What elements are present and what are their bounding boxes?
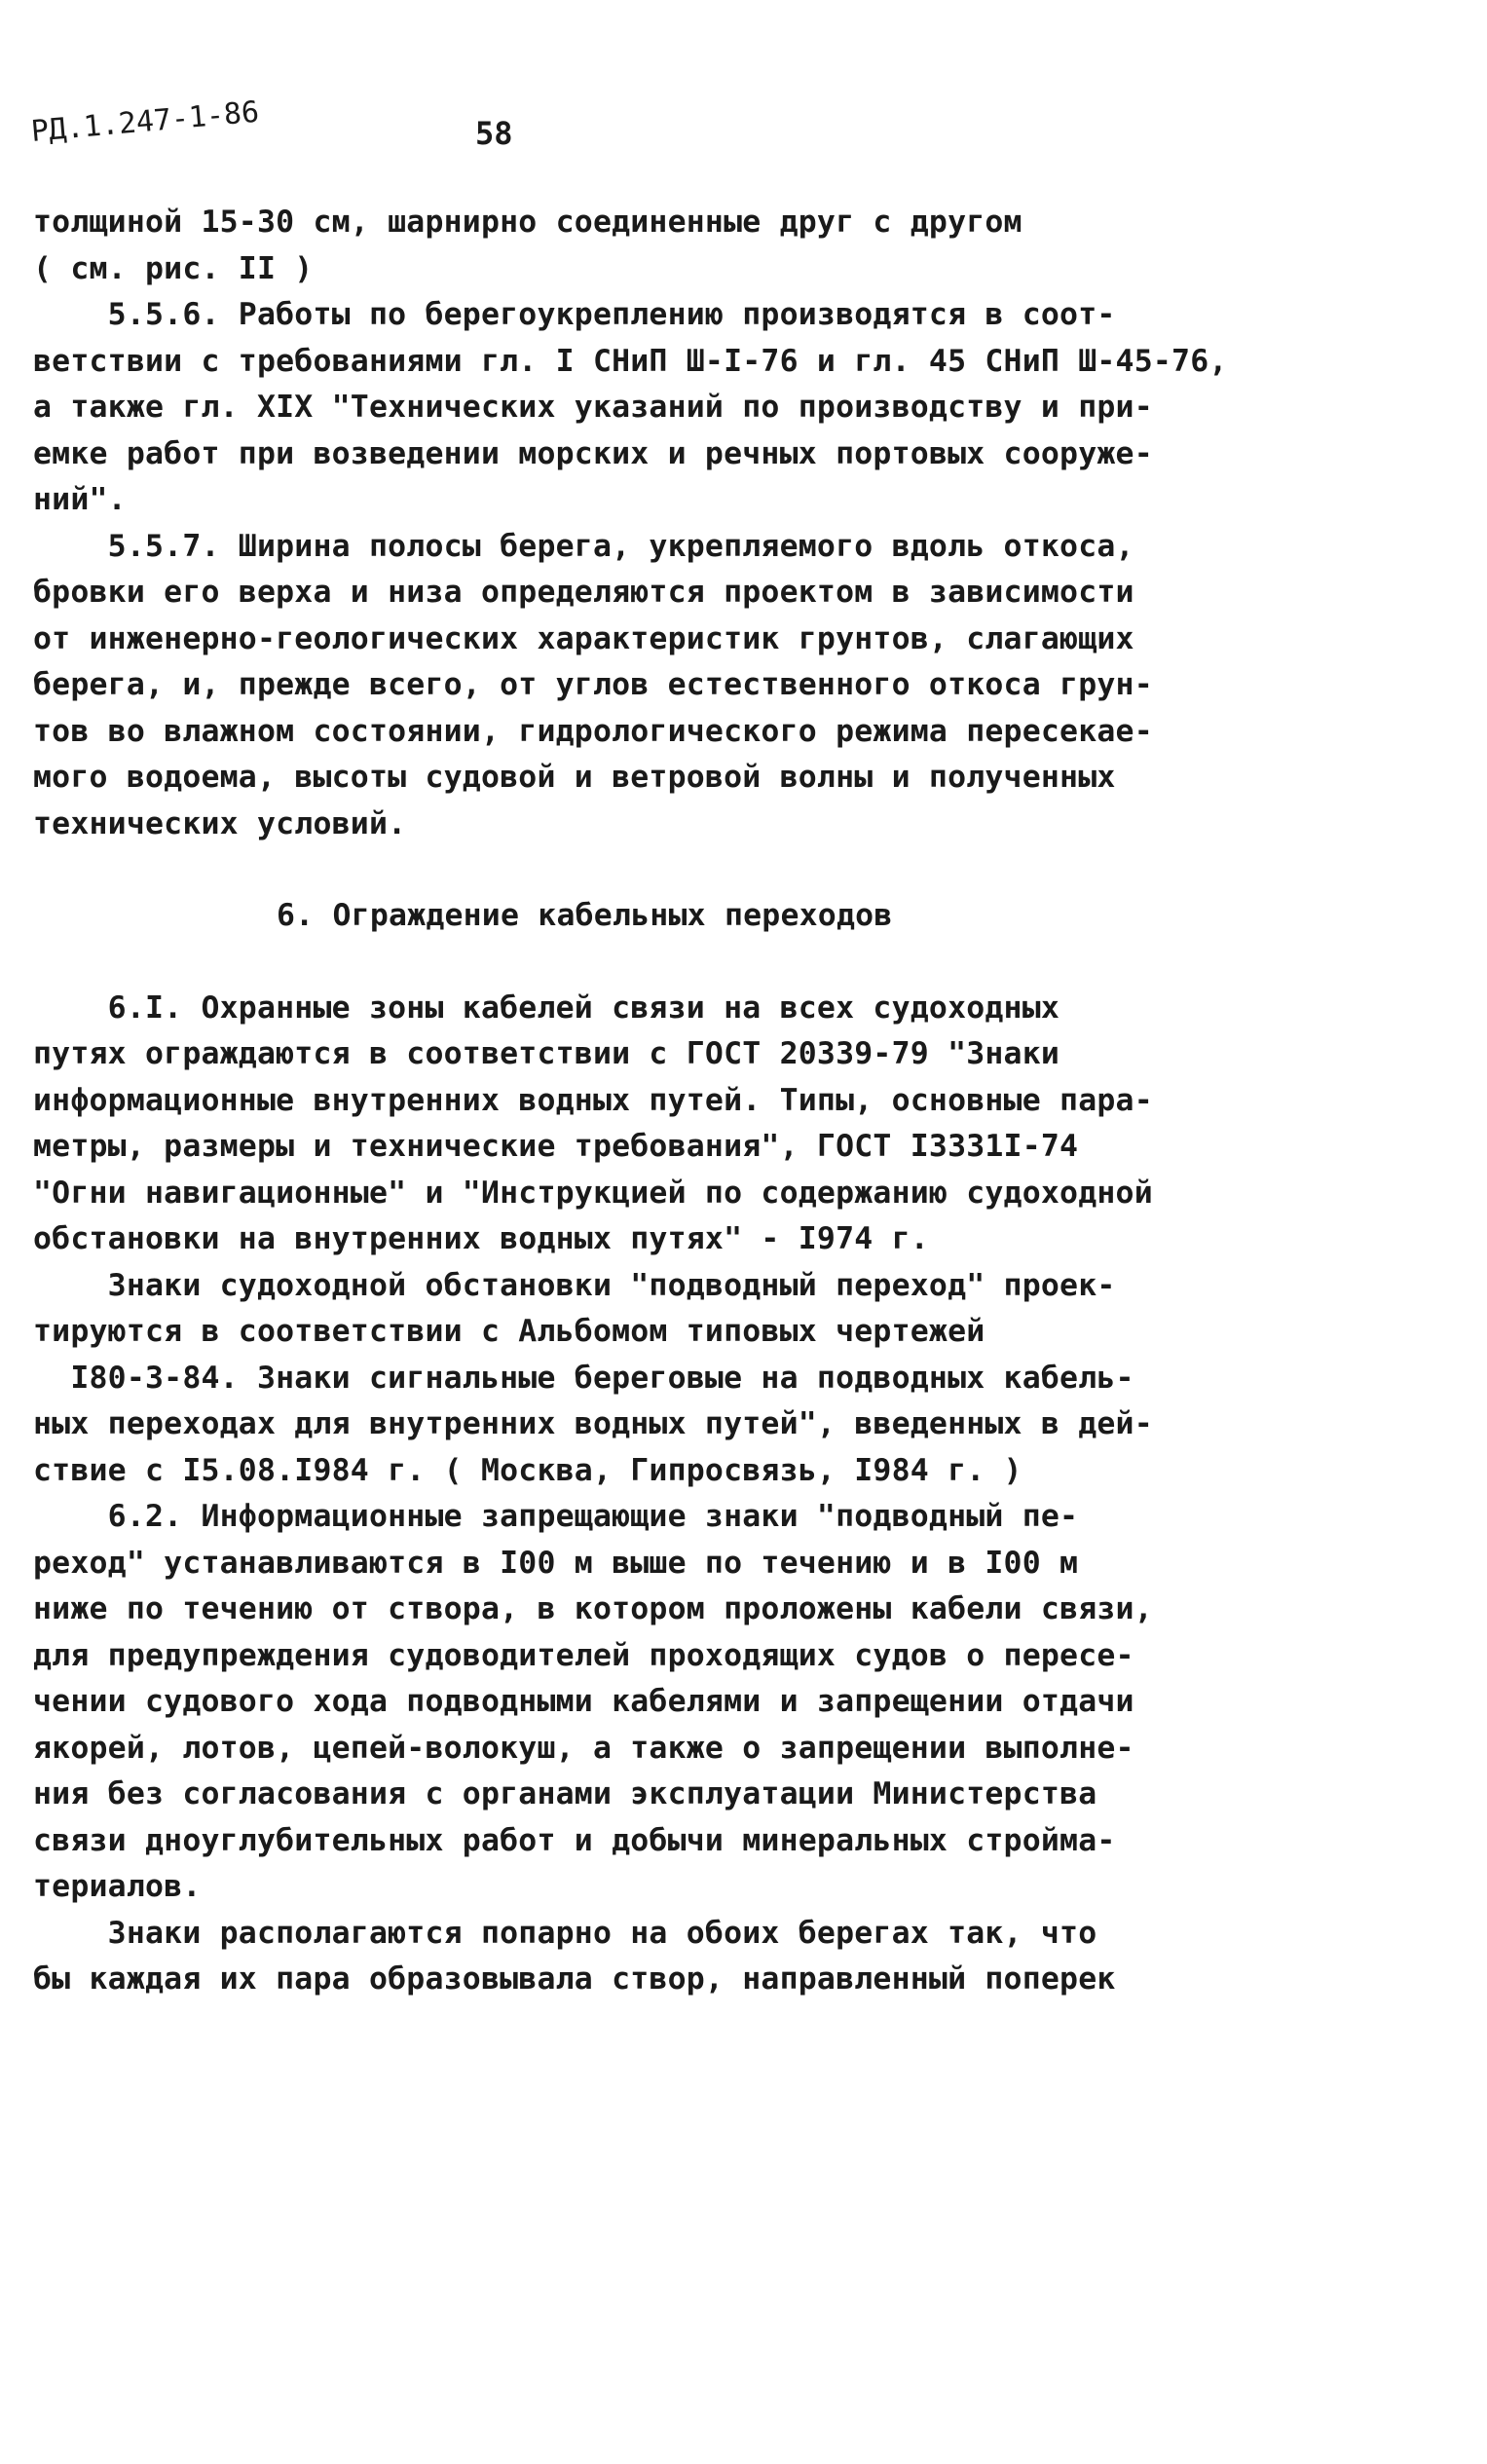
text-line: реход" устанавливаются в I00 м выше по течению и в I00 м [33,1545,1079,1581]
text-line: тов во влажном состоянии, гидрологического режима пересекае- [33,713,1153,749]
text-line: чении судового хода подводными кабелями и запрещении отдачи [33,1684,1134,1719]
page-number: 58 [475,115,513,152]
text-line: технических условий. [33,805,407,841]
section-title: 6. Ограждение кабельных переходов [277,898,893,933]
text-line: 6.2. Информационные запрещающие знаки "подводный пе- [33,1499,1079,1534]
text-line: ( см. рис. II ) [33,250,314,286]
text-line: тируются в соответствии с Альбомом типовых чертежей [33,1314,985,1349]
spacer [33,847,1192,893]
text-line: ниже по течению от створа, в котором проложены кабели связи, [33,1591,1153,1626]
text-line: емке работ при возведении морских и речных портовых сооруже- [33,435,1153,471]
text-line: 6.I. Охранные зоны кабелей связи на всех судоходных [33,989,1060,1026]
document-body [33,200,1228,2003]
text-line: обстановки на внутренних водных путях" - I974 г. [33,1221,929,1256]
text-line: от инженерно-геологических характеристик грунтов, слагающих [33,620,1134,656]
text-line: бровки его верха и низа определяются проектом в зависимости [33,575,1134,610]
text-line: ветствии с требованиями гл. I СНиП Ш-I-76 и гл. 45 СНиП Ш-45-76, [33,343,1228,379]
document-code: РД.1.247-1-86 [29,94,261,149]
text-line: информационные внутренних водных путей. Типы, основные пара- [33,1082,1153,1118]
text-line: ствие с I5.08.I984 г. ( Москва, Гипросвязь, I984 г. ) [33,1452,1022,1488]
text-line: мого водоема, высоты судовой и ветровой волны и полученных [33,760,1116,795]
text-line: Знаки располагаются попарно на обоих берегах так, что [33,1915,1097,1951]
text-line: "Огни навигационные" и "Инструкцией по содержанию судоходной [33,1175,1153,1211]
text-line: якорей, лотов, цепей-волокуш, а также о запрещении выполне- [33,1730,1134,1766]
text-line: 5.5.6. Работы по берегоукреплению производятся в соот- [33,297,1116,332]
text-line: толщиной 15-30 см, шарнирно соединенные друг с другом [33,205,1022,240]
text-line: ния без согласования с органами эксплуатации Министерства [33,1776,1097,1811]
text-line: путях ограждаются в соответствии с ГОСТ 20339-79 "Знаки [33,1036,1060,1071]
text-line: Знаки судоходной обстановки "подводный переход" проек- [33,1267,1116,1303]
spacer [33,940,1192,986]
text-line: метры, размеры и технические требования", ГОСТ I3331I-74 [33,1129,1079,1164]
text-line: ных переходах для внутренних водных путей", введенных в дей- [33,1406,1153,1441]
text-line: связи дноуглубительных работ и добычи минеральных строймa- [33,1822,1116,1858]
text-line: териалов. [33,1869,202,1904]
text-line: I80-3-84. Знаки сигнальные береговые на подводных кабель- [33,1360,1134,1396]
text-line: ний". [33,482,127,517]
text-line: берега, и, прежде всего, от углов естественного откоса грун- [33,667,1153,702]
text-line: 5.5.7. Ширина полосы берега, укрепляемого вдоль откоса, [33,528,1134,564]
text-line: для предупреждения судоводителей проходящих судов о пересе- [33,1637,1134,1673]
text-line: а также гл. XIX "Технических указаний по производству и при- [33,390,1153,425]
text-line: бы каждая их пара образовывала створ, направленный поперек [33,1961,1116,1997]
